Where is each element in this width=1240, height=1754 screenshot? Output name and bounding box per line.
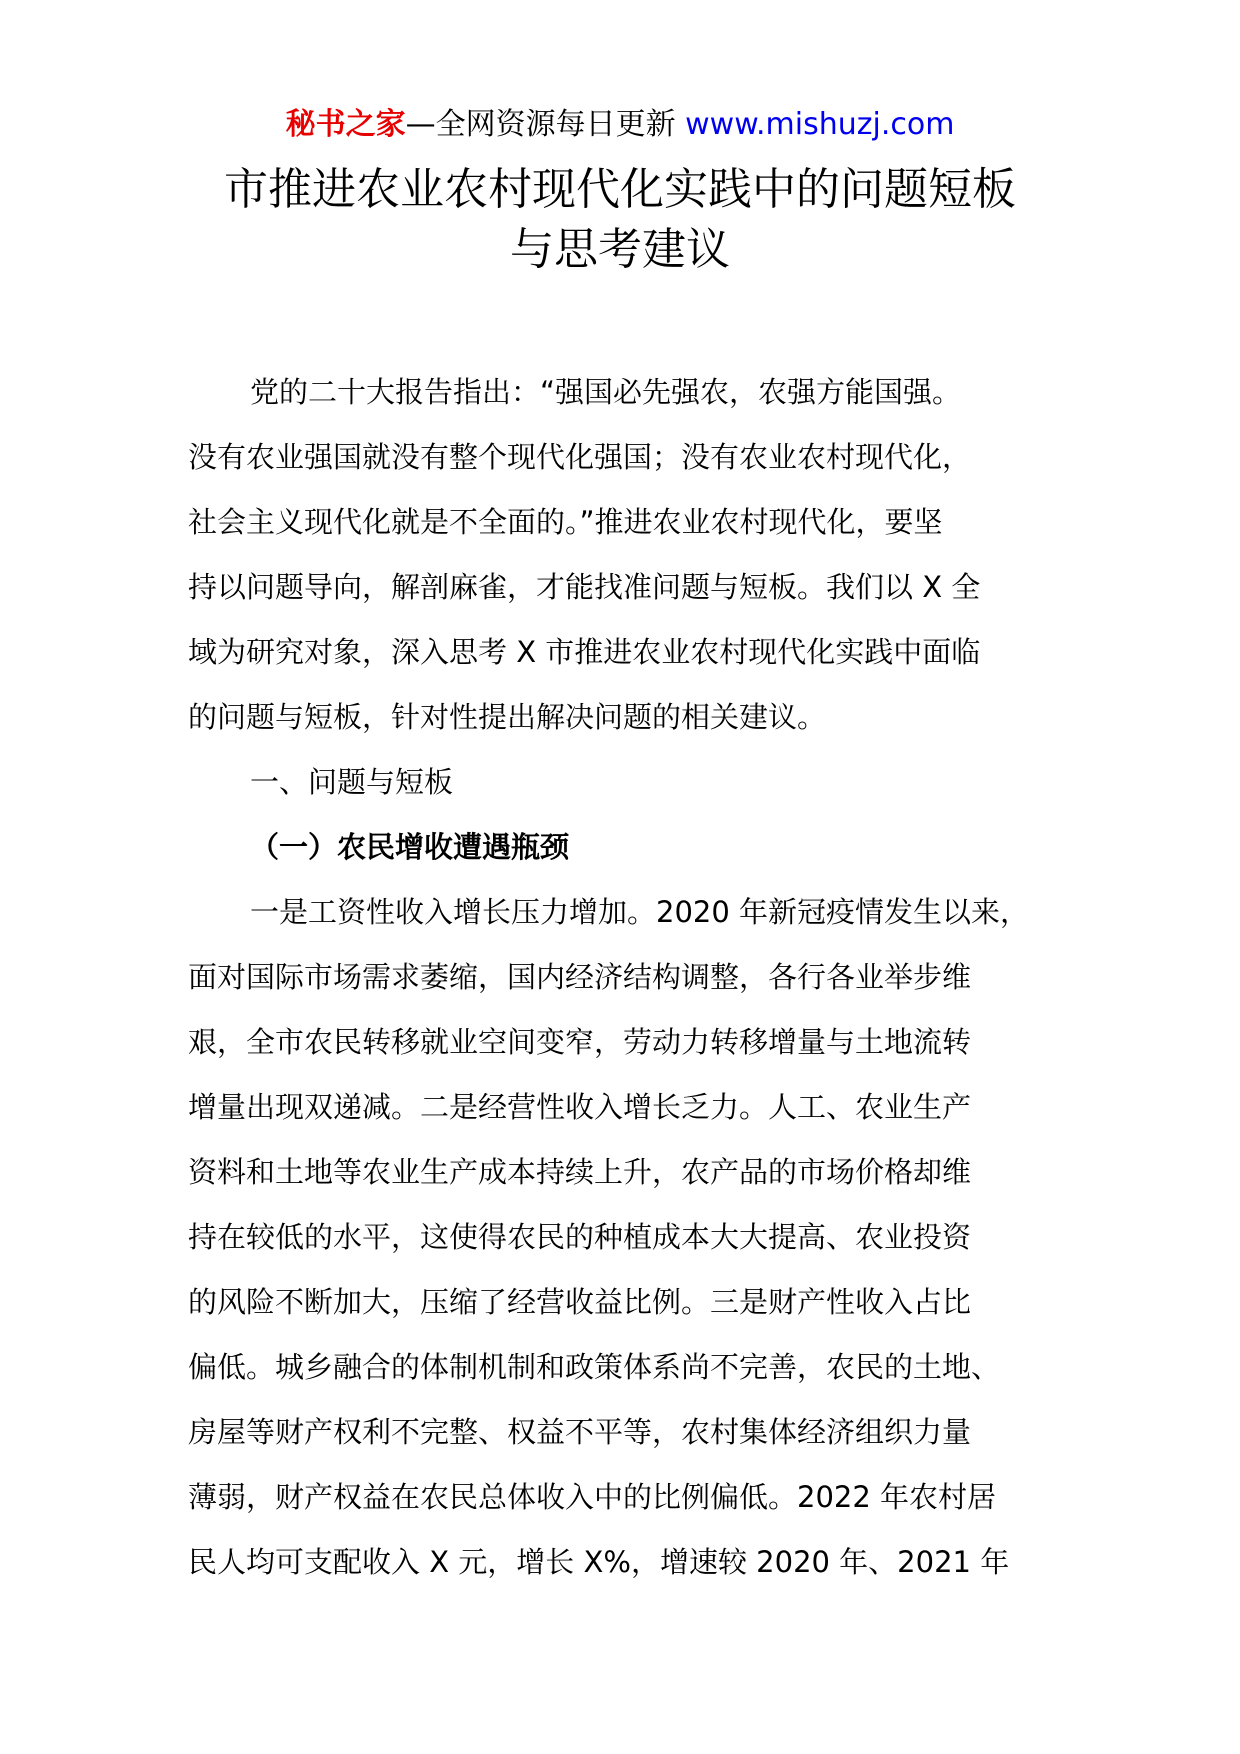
site-header <box>0 102 1240 148</box>
section-paragraph <box>188 880 1088 1595</box>
site-url-link[interactable]: www.mishuzj.com <box>685 107 955 142</box>
site-brand: 秘书之家 <box>285 107 406 142</box>
text-line: 没有农业强国就没有整个现代化强国；没有农业农村现代化， <box>188 440 972 474</box>
text-line: 的问题与短板，针对性提出解决问题的相关建议。 <box>188 700 827 734</box>
text-line: 一是工资性收入增长压力增加。2020 年新冠疫情发生以来， <box>250 895 1030 929</box>
text-line: 社会主义现代化就是不全面的。”推进农业农村现代化，要坚 <box>188 505 943 539</box>
text-line: 党的二十大报告指出：“强国必先强农，农强方能国强。 <box>250 375 962 409</box>
text-line: 偏低。城乡融合的体制机制和政策体系尚不完善，农民的土地、 <box>188 1350 1001 1384</box>
text-line: 资料和土地等农业生产成本持续上升，农产品的市场价格却维 <box>188 1155 972 1189</box>
text-line: 域为研究对象，深入思考 X 市推进农业农村现代化实践中面临 <box>188 635 981 669</box>
text-line: 薄弱，财产权益在农民总体收入中的比例偏低。2022 年农村居 <box>188 1480 997 1514</box>
text-line: 的风险不断加大，压缩了经营收益比例。三是财产性收入占比 <box>188 1285 972 1319</box>
title-line-2: 与思考建议 <box>510 224 730 275</box>
section-subheading: （一）农民增收遭遇瓶颈 <box>250 830 570 864</box>
text-line: 面对国际市场需求萎缩，国内经济结构调整，各行各业举步维 <box>188 960 972 994</box>
site-slogan: —全网资源每日更新 <box>405 107 676 142</box>
text-line: 房屋等财产权利不完整、权益不平等，农村集体经济组织力量 <box>188 1415 972 1449</box>
text-line: 持以问题导向，解剖麻雀，才能找准问题与短板。我们以 X 全 <box>188 570 981 604</box>
title-line-1: 市推进农业农村现代化实践中的问题短板 <box>224 164 1016 215</box>
text-line: 艰，全市农民转移就业空间变窄，劳动力转移增量与土地流转 <box>188 1025 972 1059</box>
section-heading: 一、问题与短板 <box>250 765 454 799</box>
text-line: 民人均可支配收入 X 元，增长 X%，增速较 2020 年、2021 年 <box>188 1545 1010 1579</box>
text-line: 持在较低的水平，这使得农民的种植成本大大提高、农业投资 <box>188 1220 972 1254</box>
document-body <box>188 360 1088 1595</box>
document-title <box>0 160 1240 280</box>
intro-paragraph <box>188 360 1088 750</box>
text-line: 增量出现双递减。二是经营性收入增长乏力。人工、农业生产 <box>188 1090 972 1124</box>
